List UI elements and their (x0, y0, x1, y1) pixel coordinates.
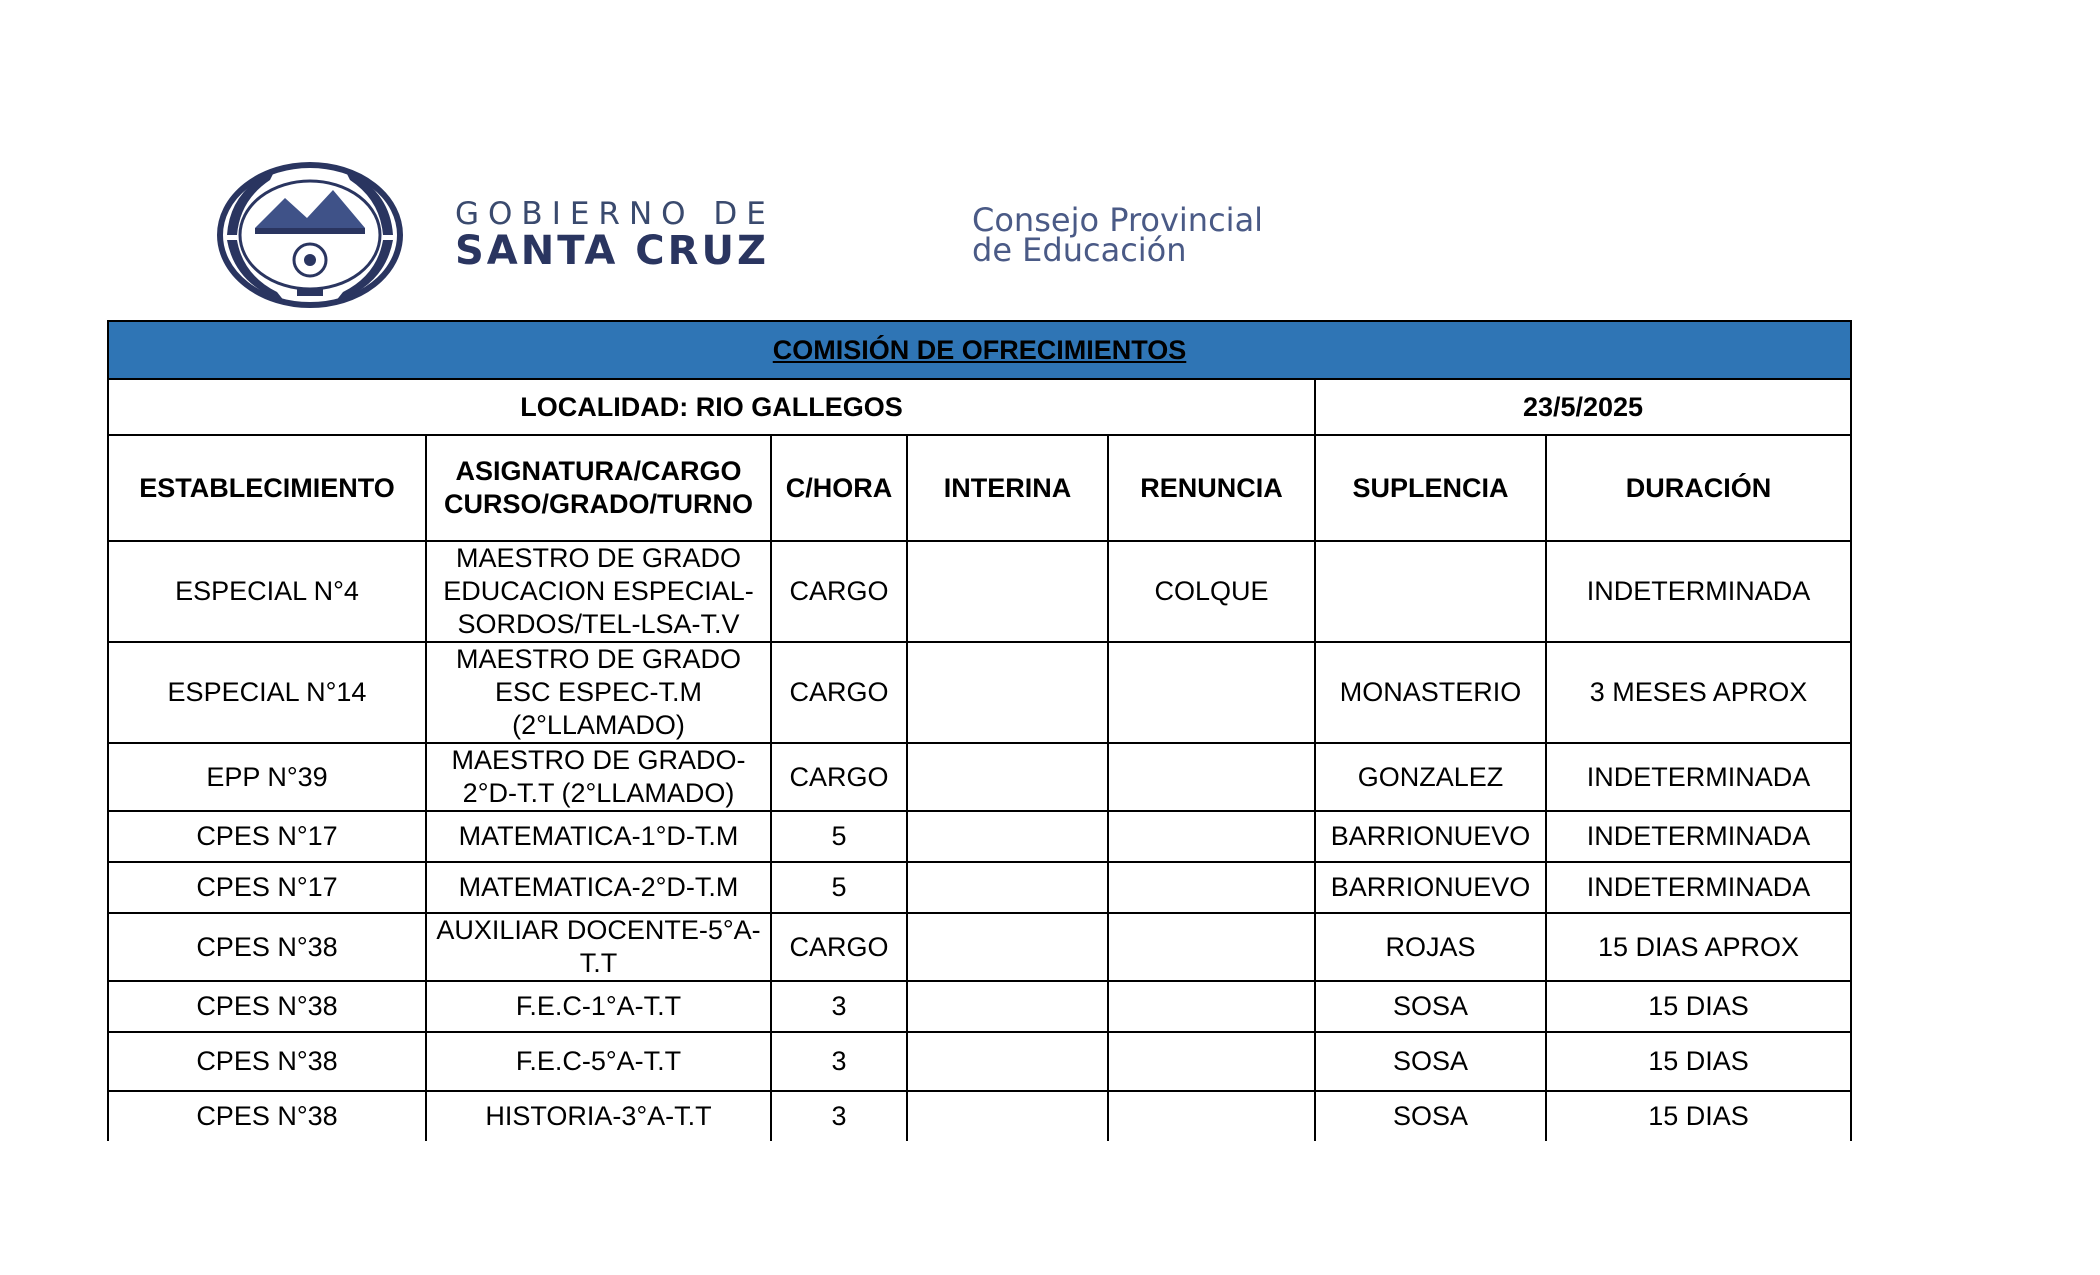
cell-establecimiento: CPES N°38 (108, 1091, 426, 1141)
header-asignatura-line1: ASIGNATURA/CARGO (455, 456, 742, 486)
cell-suplencia: MONASTERIO (1315, 642, 1546, 743)
cell-establecimiento: CPES N°17 (108, 862, 426, 913)
header-chora: C/HORA (771, 435, 907, 541)
document-title: COMISIÓN DE OFRECIMIENTOS (108, 321, 1851, 379)
gobierno-line1: GOBIERNO DE (455, 196, 775, 232)
cell-asignatura-line: AUXILIAR DOCENTE-5°A- (436, 915, 761, 945)
cell-renuncia (1108, 981, 1315, 1032)
header-asignatura-line2: CURSO/GRADO/TURNO (444, 489, 753, 519)
cell-asignatura (426, 541, 771, 642)
cell-suplencia: BARRIONUEVO (1315, 811, 1546, 862)
santa-cruz-seal-icon (215, 160, 405, 310)
cell-asignatura-line: T.T (579, 948, 618, 978)
cell-suplencia: ROJAS (1315, 913, 1546, 981)
cell-chora: 3 (771, 981, 907, 1032)
header-renuncia: RENUNCIA (1108, 435, 1315, 541)
cell-chora: 5 (771, 862, 907, 913)
header-duracion: DURACIÓN (1546, 435, 1851, 541)
cell-asignatura-line: MAESTRO DE GRADO- (451, 745, 746, 775)
cell-renuncia (1108, 743, 1315, 811)
cell-interina (907, 913, 1108, 981)
cell-asignatura-line: MAESTRO DE GRADO (455, 644, 742, 674)
cell-interina (907, 1032, 1108, 1091)
ofrecimientos-table (107, 320, 1852, 1141)
cell-interina (907, 811, 1108, 862)
cell-asignatura (426, 743, 771, 811)
cell-renuncia (1108, 811, 1315, 862)
cell-renuncia (1108, 642, 1315, 743)
cell-chora: 5 (771, 811, 907, 862)
cell-establecimiento: CPES N°17 (108, 811, 426, 862)
cell-duracion: INDETERMINADA (1546, 862, 1851, 913)
cell-suplencia: SOSA (1315, 1032, 1546, 1091)
table-row (108, 981, 1851, 1032)
cell-suplencia (1315, 541, 1546, 642)
cell-suplencia: SOSA (1315, 1091, 1546, 1141)
cell-chora: 3 (771, 1091, 907, 1141)
cell-asignatura: MATEMATICA-1°D-T.M (426, 811, 771, 862)
cell-asignatura: F.E.C-1°A-T.T (426, 981, 771, 1032)
cell-asignatura-line: ESC ESPEC-T.M (494, 677, 703, 707)
cell-interina (907, 541, 1108, 642)
letterhead (215, 160, 1415, 310)
cell-asignatura-line: (2°LLAMADO) (512, 710, 685, 740)
header-asignatura (426, 435, 771, 541)
cell-establecimiento: ESPECIAL N°14 (108, 642, 426, 743)
consejo-logo-text (972, 201, 1264, 269)
cell-chora: CARGO (771, 913, 907, 981)
table-row (108, 1032, 1851, 1091)
table-row (108, 642, 1851, 743)
cell-duracion: INDETERMINADA (1546, 811, 1851, 862)
consejo-line2: de Educación (972, 231, 1187, 269)
cell-interina (907, 981, 1108, 1032)
cell-chora: 3 (771, 1032, 907, 1091)
cell-suplencia: SOSA (1315, 981, 1546, 1032)
gobierno-logo-text (455, 198, 775, 272)
cell-establecimiento: CPES N°38 (108, 913, 426, 981)
table-row (108, 913, 1851, 981)
cell-renuncia: COLQUE (1108, 541, 1315, 642)
cell-chora: CARGO (771, 743, 907, 811)
cell-asignatura-line: 2°D-T.T (2°LLAMADO) (462, 778, 735, 808)
cell-renuncia (1108, 1091, 1315, 1141)
cell-asignatura-line: EDUCACION ESPECIAL- (443, 576, 754, 606)
cell-establecimiento: EPP N°39 (108, 743, 426, 811)
cell-asignatura-line: SORDOS/TEL-LSA-T.V (457, 609, 740, 639)
cell-duracion: 15 DIAS (1546, 1032, 1851, 1091)
cell-renuncia (1108, 1032, 1315, 1091)
cell-renuncia (1108, 862, 1315, 913)
cell-establecimiento: CPES N°38 (108, 981, 426, 1032)
cell-establecimiento: CPES N°38 (108, 1032, 426, 1091)
cell-duracion: INDETERMINADA (1546, 743, 1851, 811)
cell-duracion: INDETERMINADA (1546, 541, 1851, 642)
cell-asignatura (426, 913, 771, 981)
cell-suplencia: GONZALEZ (1315, 743, 1546, 811)
cell-establecimiento: ESPECIAL N°4 (108, 541, 426, 642)
cell-duracion: 3 MESES APROX (1546, 642, 1851, 743)
cell-duracion: 15 DIAS (1546, 981, 1851, 1032)
cell-duracion: 15 DIAS APROX (1546, 913, 1851, 981)
cell-asignatura-line: MAESTRO DE GRADO (455, 543, 742, 573)
table-row (108, 1091, 1851, 1141)
consejo-line1: Consejo Provincial (972, 201, 1264, 239)
table-row (108, 811, 1851, 862)
cell-renuncia (1108, 913, 1315, 981)
cell-interina (907, 642, 1108, 743)
cell-chora: CARGO (771, 642, 907, 743)
table-row (108, 743, 1851, 811)
cell-interina (907, 743, 1108, 811)
cell-chora: CARGO (771, 541, 907, 642)
cell-duracion: 15 DIAS (1546, 1091, 1851, 1141)
cell-asignatura: HISTORIA-3°A-T.T (426, 1091, 771, 1141)
cell-asignatura (426, 642, 771, 743)
fecha-label: 23/5/2025 (1315, 379, 1851, 435)
gobierno-line2: SANTA CRUZ (455, 228, 769, 274)
cell-suplencia: BARRIONUEVO (1315, 862, 1546, 913)
header-suplencia: SUPLENCIA (1315, 435, 1546, 541)
table-row (108, 862, 1851, 913)
header-establecimiento: ESTABLECIMIENTO (108, 435, 426, 541)
cell-interina (907, 862, 1108, 913)
header-interina: INTERINA (907, 435, 1108, 541)
localidad-label: LOCALIDAD: RIO GALLEGOS (108, 379, 1315, 435)
table-header-row (108, 435, 1851, 541)
table-row (108, 541, 1851, 642)
cell-asignatura: F.E.C-5°A-T.T (426, 1032, 771, 1091)
cell-asignatura: MATEMATICA-2°D-T.M (426, 862, 771, 913)
cell-interina (907, 1091, 1108, 1141)
